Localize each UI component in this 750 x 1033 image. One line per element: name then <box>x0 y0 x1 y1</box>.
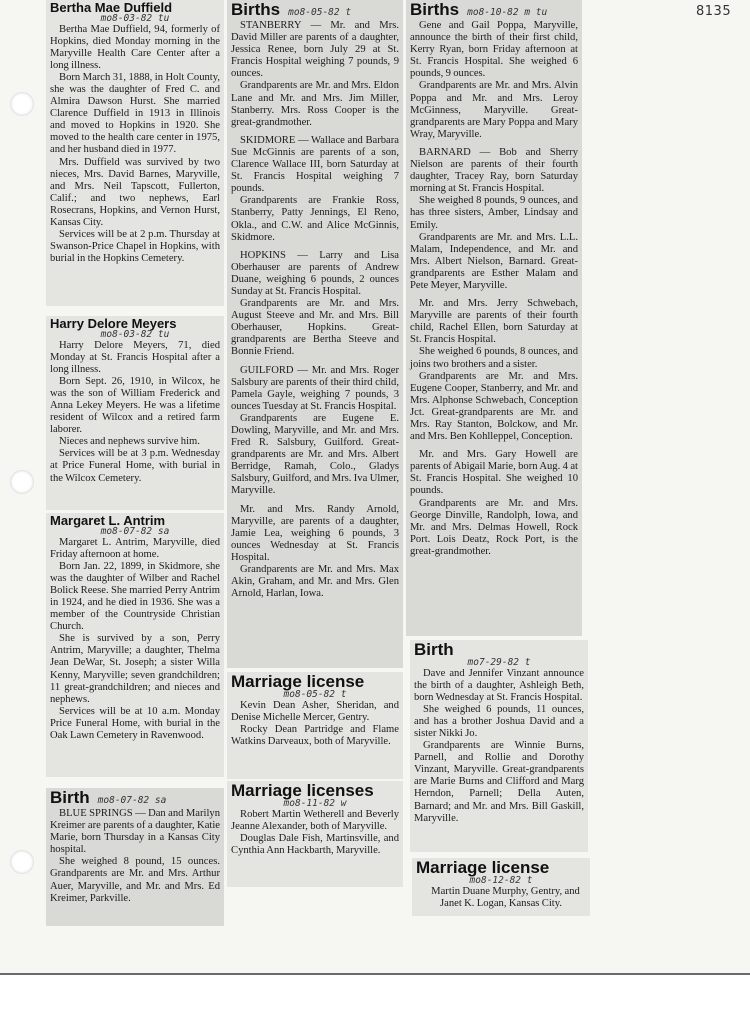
paragraph: Nieces and nephews survive him. <box>59 436 200 448</box>
paragraph: Mr. and Mrs. Gary Howell are parents of Abigail Marie, born Aug. 4 at St. Francis Hospital. She weighed 10 pounds. <box>410 449 578 497</box>
paragraph: Mrs. Duffield was survived by two nieces, Mrs. David Barnes, Maryville, and Mrs. Neil Tapscott, Fullerton, Calif.; and two nephews, Earl Rosecrans, Hopkins, and Vernon Hurst, Kansas City. <box>50 156 220 228</box>
obituary-margaret-l-antrim <box>46 513 224 777</box>
paragraph: Grandparents are Mr. and Mrs. Alvin Poppa and Mr. and Mrs. Leroy McGinness, Maryville. Great-grandparents are Mary Poppa and Mary Wray, Maryville. <box>410 80 578 140</box>
date-stamp: mo8-03-82 tu <box>100 13 170 24</box>
paragraph: Mr. and Mrs. Randy Arnold, Maryville, are parents of a daughter, Jamie Lea, weighing 6 pounds, 3 ounces Wednesday at St. Francis Hospital. <box>231 503 399 563</box>
paragraph: She weighed 6 pounds, 11 ounces, and has a brother Joshua David and a sister Nikki Jo. <box>414 703 584 739</box>
paragraph: Grandparents are Mr. and Mrs. L.L. Malam, Independence, and Mr. and Mrs. Albert Nielson, Barnard. Great-grandparents are Esther Malam and Pete Meyer, Maryville. <box>410 231 578 291</box>
paragraph: She weighed 8 pound, 15 ounces. Grandparents are Mr. and Mrs. Arthur Auer, Maryville, and Mr. and Mrs. Ed Kreimer, Parkville. <box>50 856 220 904</box>
births-column-three <box>406 0 582 636</box>
page-number: 8135 <box>696 4 732 19</box>
paragraph: She weighed 6 pounds, 8 ounces, and joins two brothers and a sister. <box>410 346 578 370</box>
paragraph: SKIDMORE — Wallace and Barbara Sue McGinnis are parents of a son, Clarence Wallace III, born Saturday at St. Francis Hospital weighing 7 pounds. <box>231 134 399 195</box>
paragraph: Born Jan. 22, 1899, in Skidmore, she was the daughter of Wilber and Rachel Bolick Reese. She married Perry Antrim in 1924, and he died in 1936. She was a member of the Countryside Christian Church. <box>50 560 220 633</box>
paragraph: Grandparents are Winnie Burns, Parnell, and Rollie and Dorothy Vinzant, Maryville. Great-grandparents are Marie Burns and Clifford and Marg Herndon, Parnell; Della Auten, Barnard; and Mr. and Mrs. Bill Gaskill, Maryville. <box>414 740 584 824</box>
paragraph: BLUE SPRINGS — Dan and Marilyn Kreimer are parents of a daughter, Katie Marie, born Thursday in a Kansas City hospital. <box>50 808 220 856</box>
paragraph: HOPKINS — Larry and Lisa Oberhauser are parents of Andrew Duane, weighing 6 pounds, 2 ounces Sunday at St. Francis Hospital. <box>231 249 399 297</box>
clipping-heading: Marriage license <box>416 858 550 877</box>
clipping-heading: Birth <box>414 640 454 659</box>
paragraph: GUILFORD — Mr. and Mrs. Roger Salsbury are parents of their third child, Pamela Gayle, weighing 7 pounds, 3 ounces Tuesday at St. Francis Hospital. <box>231 364 399 412</box>
binder-hole <box>10 850 34 874</box>
paragraph: Harry Delore Meyers, 71, died Monday at St. Francis Hospital after a long illness. <box>50 339 220 375</box>
date-stamp: mo8-10-82 m tu <box>467 7 548 18</box>
marriage-license-aug-12 <box>412 858 590 916</box>
date-stamp: mo8-11-82 w <box>283 798 347 809</box>
paragraph: Douglas Dale Fish, Martinsville, and Cynthia Ann Hackbarth, Maryville. <box>231 832 399 856</box>
obituary-bertha-mae-duffield <box>46 0 224 306</box>
scan-margin <box>0 975 750 1033</box>
date-stamp: mo7-29-82 t <box>467 657 531 668</box>
paragraph: Bertha Mae Duffield, 94, formerly of Hopkins, died Monday morning in the Maryville Health Care Center after a long illness. <box>50 23 220 71</box>
obituary-harry-delore-meyers <box>46 316 224 510</box>
marriage-licenses-aug-11 <box>227 781 403 887</box>
paragraph: Grandparents are Mr. and Mrs. Max Akin, Graham, and Mr. and Mrs. Glen Arnold, Harlan, Iowa. <box>231 564 399 600</box>
paragraph: BARNARD — Bob and Sherry Nielson are parents of their fourth daughter, Tracey Ray, born Saturday morning at St. Francis Hospital. <box>410 146 578 195</box>
paragraph: Grandparents are Frankie Ross, Stanberry, Patty Jennings, El Reno, Okla., and C.W. and Alice McGinnis, Skidmore. <box>231 195 399 243</box>
paragraph: Grandparents are Mr. and Mrs. August Steeve and Mr. and Mrs. Bill Oberhauser, Hopkins. Great-grandparents are Bertha Steeve and Bonnie Friend. <box>231 298 399 358</box>
paragraph: Born March 31, 1888, in Holt County, she was the daughter of Fred C. and Almira Dawson Hurst. She married Clarence Duffield in 1913 in Illinois and moved to Hopkins in 1920. She moved to the health care center in 1975, and her husband died in 1977. <box>50 71 220 156</box>
clipping-heading: Births <box>231 0 281 19</box>
binder-hole <box>10 92 34 116</box>
date-stamp: mo8-07-82 sa <box>100 526 170 537</box>
binder-hole <box>10 470 34 494</box>
paragraph: Grandparents are Mr. and Mrs. Eldon Lane and Mr. and Mrs. Jim Miller, Stanberry. Mrs. Ross Cooper is the great-grandmother. <box>231 80 399 128</box>
paragraph: Martin Duane Murphy, Gentry, and Janet K. Logan, Kansas City. <box>431 885 580 909</box>
clipping-heading: Harry Delore Meyers <box>50 316 177 331</box>
date-stamp: mo8-05-82 t <box>288 7 352 18</box>
clipping-heading: Births <box>410 0 460 19</box>
date-stamp: mo8-05-82 t <box>283 689 347 700</box>
paragraph: Grandparents are Eugene E. Dowling, Maryville, and Mr. and Mrs. Fred R. Salsbury, Guilford. Great-grandparents are Mr. and Mrs. Albert Berridge, Ramah, Colo., Gladys Salsbury, Guilford, and Mrs. Iva Ulmer, Maryville. <box>231 412 399 497</box>
clipping-heading: Marriage license <box>231 672 365 691</box>
paragraph: Born Sept. 26, 1910, in Wilcox, he was the son of William Frederick and Anna Lekey Meyers. He was a lifetime resident of Wilcox and a retired farm laborer. <box>50 375 220 436</box>
birth-blue-springs <box>46 788 224 926</box>
clipping-heading: Margaret L. Antrim <box>50 513 166 528</box>
paragraph: Grandparents are Mr. and Mrs. George Dinville, Randolph, Iowa, and Mr. and Mrs. Delmas Howell, Rock Port. Lois Deatz, Rock Port, is the great-grandmother. <box>410 497 578 557</box>
paragraph: Gene and Gail Poppa, Maryville, announce the birth of their first child, Kerry Ryan, born Friday afternoon at St. Francis Hospital. She weighed 6 pounds, 9 ounces. <box>410 20 578 80</box>
paragraph: She is survived by a son, Perry Antrim, Maryville; a daughter, Thelma Jean DeWar, St. Joseph; a sister Willa Kenny, Maryville; seven grandchildren; 11 great-grandchildren; and nieces and nephews. <box>50 633 220 705</box>
date-stamp: mo8-03-82 tu <box>100 329 170 340</box>
births-column-two <box>227 0 403 668</box>
paragraph: Mr. and Mrs. Jerry Schwebach, Maryville are parents of their fourth child, Rachel Ellen, born Saturday at St. Francis Hospital. <box>410 298 578 346</box>
date-stamp: mo8-12-82 t <box>469 875 533 886</box>
date-stamp: mo8-07-82 sa <box>97 795 167 806</box>
paragraph: Grandparents are Mr. and Mrs. Eugene Cooper, Stanberry, and Mr. and Mrs. Alphonse Schwebach, Conception Jct. Great-grandparents are Mr. and Mrs. Ray Stanton, Bolckow, and Mr. and Mrs. Ben Kohlleppel, Conception. <box>410 370 578 443</box>
paragraph: Robert Martin Wetherell and Beverly Jeanne Alexander, both of Maryville. <box>231 808 399 832</box>
paragraph: Rocky Dean Partridge and Flame Watkins Darveaux, both of Maryville. <box>231 723 399 747</box>
paragraph: Kevin Dean Asher, Sheridan, and Denise Michelle Mercer, Gentry. <box>231 699 399 723</box>
marriage-license-aug-5 <box>227 672 403 779</box>
paragraph: Services will be at 3 p.m. Wednesday at Price Funeral Home, with burial in the Wilcox Cemetery. <box>50 448 220 484</box>
paragraph: Services will be at 2 p.m. Thursday at Swanson-Price Chapel in Hopkins, with burial in the Hopkins Cemetery. <box>50 229 220 265</box>
paragraph: Services will be at 10 a.m. Monday Price Funeral Home, with burial in the Oak Lawn Cemetery in Ravenwood. <box>50 705 220 741</box>
paragraph: She weighed 8 pounds, 9 ounces, and has three sisters, Amber, Lindsay and Emily. <box>410 195 578 231</box>
birth-vinzant <box>410 640 588 852</box>
clipping-heading: Marriage licenses <box>231 781 374 800</box>
paragraph: Dave and Jennifer Vinzant announce the birth of a daughter, Ashleigh Beth, born Wednesday at St. Francis Hospital. <box>414 667 584 703</box>
paragraph: STANBERRY — Mr. and Mrs. David Miller are parents of a daughter, Jessica Renee, born July 29 at St. Francis Hospital weighing 7 pounds, 9 ounces. <box>231 20 399 80</box>
paragraph: Margaret L. Antrim, Maryville, died Friday afternoon at home. <box>50 536 220 560</box>
clipping-heading: Birth <box>50 788 90 807</box>
clipping-heading: Bertha Mae Duffield <box>50 0 173 15</box>
